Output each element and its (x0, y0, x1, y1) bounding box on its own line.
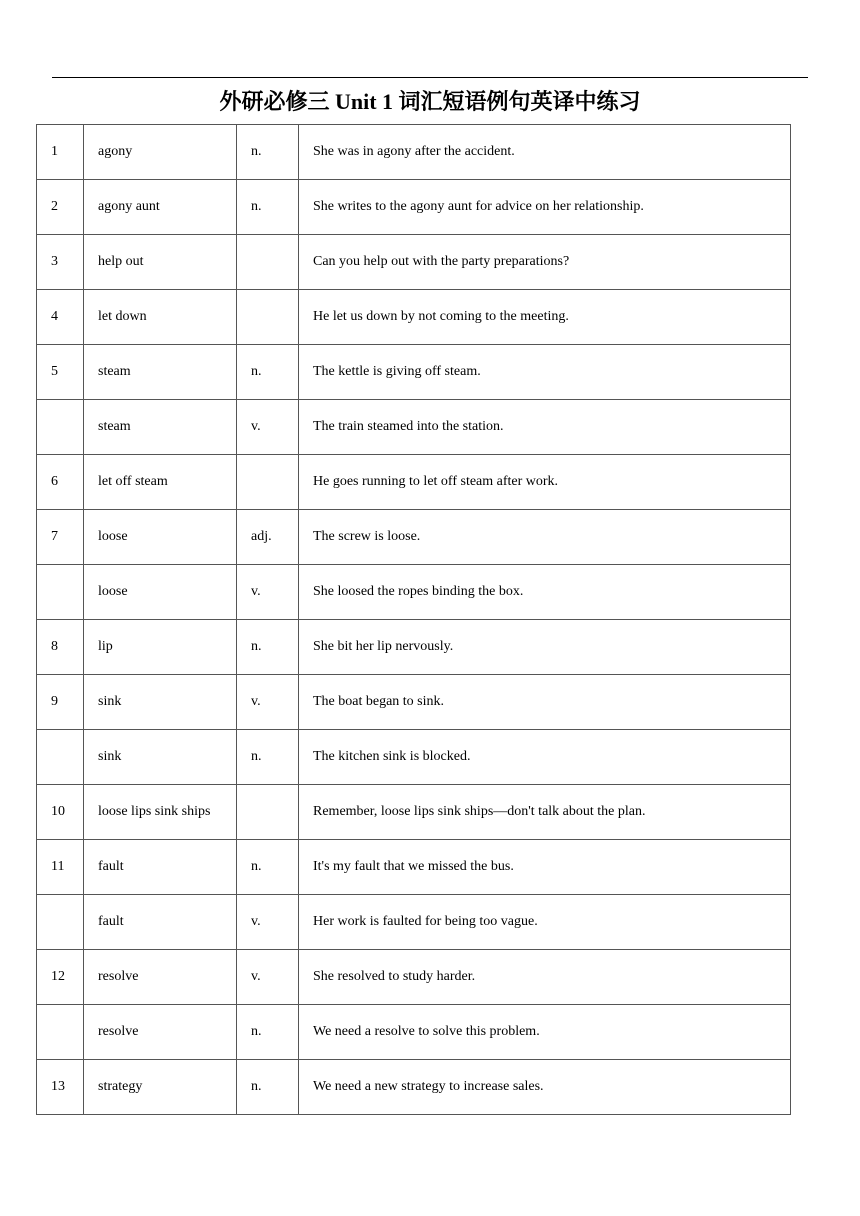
vocabulary-table-body (37, 125, 791, 1115)
example-sentence-cell: She loosed the ropes binding the box. (299, 565, 791, 620)
word-cell: resolve (84, 950, 237, 1005)
word-cell: help out (84, 235, 237, 290)
table-row (37, 1005, 791, 1060)
part-of-speech-cell: v. (237, 565, 299, 620)
example-sentence-cell: The screw is loose. (299, 510, 791, 565)
row-number (37, 1005, 84, 1060)
example-sentence-cell: She writes to the agony aunt for advice on her relationship. (299, 180, 791, 235)
part-of-speech-cell: v. (237, 675, 299, 730)
part-of-speech-cell: n. (237, 840, 299, 895)
word-cell: agony (84, 125, 237, 180)
example-sentence-cell: The train steamed into the station. (299, 400, 791, 455)
row-number (37, 730, 84, 785)
word-cell: resolve (84, 1005, 237, 1060)
table-row (37, 675, 791, 730)
word-cell: fault (84, 840, 237, 895)
word-cell: sink (84, 675, 237, 730)
example-sentence-cell: Remember, loose lips sink ships—don't talk about the plan. (299, 785, 791, 840)
row-number (37, 400, 84, 455)
example-sentence-cell: He let us down by not coming to the meeting. (299, 290, 791, 345)
word-cell: strategy (84, 1060, 237, 1115)
part-of-speech-cell: v. (237, 400, 299, 455)
example-sentence-cell: It's my fault that we missed the bus. (299, 840, 791, 895)
example-sentence-cell: The kitchen sink is blocked. (299, 730, 791, 785)
word-cell: sink (84, 730, 237, 785)
example-sentence-cell: The boat began to sink. (299, 675, 791, 730)
word-cell: fault (84, 895, 237, 950)
word-cell: steam (84, 345, 237, 400)
table-row (37, 950, 791, 1005)
example-sentence-cell: We need a resolve to solve this problem. (299, 1005, 791, 1060)
example-sentence-cell: Can you help out with the party preparations? (299, 235, 791, 290)
row-number (37, 565, 84, 620)
example-sentence-cell: We need a new strategy to increase sales. (299, 1060, 791, 1115)
row-number: 10 (37, 785, 84, 840)
row-number: 12 (37, 950, 84, 1005)
part-of-speech-cell: adj. (237, 510, 299, 565)
word-cell: loose lips sink ships (84, 785, 237, 840)
part-of-speech-cell: n. (237, 1060, 299, 1115)
table-row (37, 510, 791, 565)
table-row (37, 180, 791, 235)
word-cell: loose (84, 510, 237, 565)
part-of-speech-cell: n. (237, 345, 299, 400)
vocabulary-table (36, 124, 791, 1115)
row-number: 11 (37, 840, 84, 895)
row-number: 1 (37, 125, 84, 180)
word-cell: steam (84, 400, 237, 455)
part-of-speech-cell: n. (237, 125, 299, 180)
row-number: 6 (37, 455, 84, 510)
part-of-speech-cell: v. (237, 950, 299, 1005)
word-cell: agony aunt (84, 180, 237, 235)
table-row (37, 290, 791, 345)
table-row (37, 235, 791, 290)
table-row (37, 620, 791, 675)
table-row (37, 1060, 791, 1115)
part-of-speech-cell: n. (237, 620, 299, 675)
row-number: 3 (37, 235, 84, 290)
table-row (37, 730, 791, 785)
part-of-speech-cell (237, 235, 299, 290)
part-of-speech-cell (237, 290, 299, 345)
word-cell: loose (84, 565, 237, 620)
example-sentence-cell: She was in agony after the accident. (299, 125, 791, 180)
part-of-speech-cell: v. (237, 895, 299, 950)
row-number: 4 (37, 290, 84, 345)
row-number: 5 (37, 345, 84, 400)
row-number (37, 895, 84, 950)
part-of-speech-cell: n. (237, 180, 299, 235)
word-cell: let off steam (84, 455, 237, 510)
table-row (37, 785, 791, 840)
example-sentence-cell: He goes running to let off steam after work. (299, 455, 791, 510)
table-row (37, 345, 791, 400)
word-cell: let down (84, 290, 237, 345)
part-of-speech-cell: n. (237, 730, 299, 785)
table-row (37, 125, 791, 180)
row-number: 9 (37, 675, 84, 730)
table-row (37, 400, 791, 455)
row-number: 13 (37, 1060, 84, 1115)
word-cell: lip (84, 620, 237, 675)
table-row (37, 840, 791, 895)
header-rule (52, 77, 808, 78)
example-sentence-cell: She bit her lip nervously. (299, 620, 791, 675)
part-of-speech-cell: n. (237, 1005, 299, 1060)
table-row (37, 455, 791, 510)
row-number: 2 (37, 180, 84, 235)
example-sentence-cell: She resolved to study harder. (299, 950, 791, 1005)
row-number: 7 (37, 510, 84, 565)
part-of-speech-cell (237, 785, 299, 840)
table-row (37, 895, 791, 950)
example-sentence-cell: The kettle is giving off steam. (299, 345, 791, 400)
page-title: 外研必修三 Unit 1 词汇短语例句英译中练习 (219, 89, 641, 114)
part-of-speech-cell (237, 455, 299, 510)
table-row (37, 565, 791, 620)
example-sentence-cell: Her work is faulted for being too vague. (299, 895, 791, 950)
row-number: 8 (37, 620, 84, 675)
